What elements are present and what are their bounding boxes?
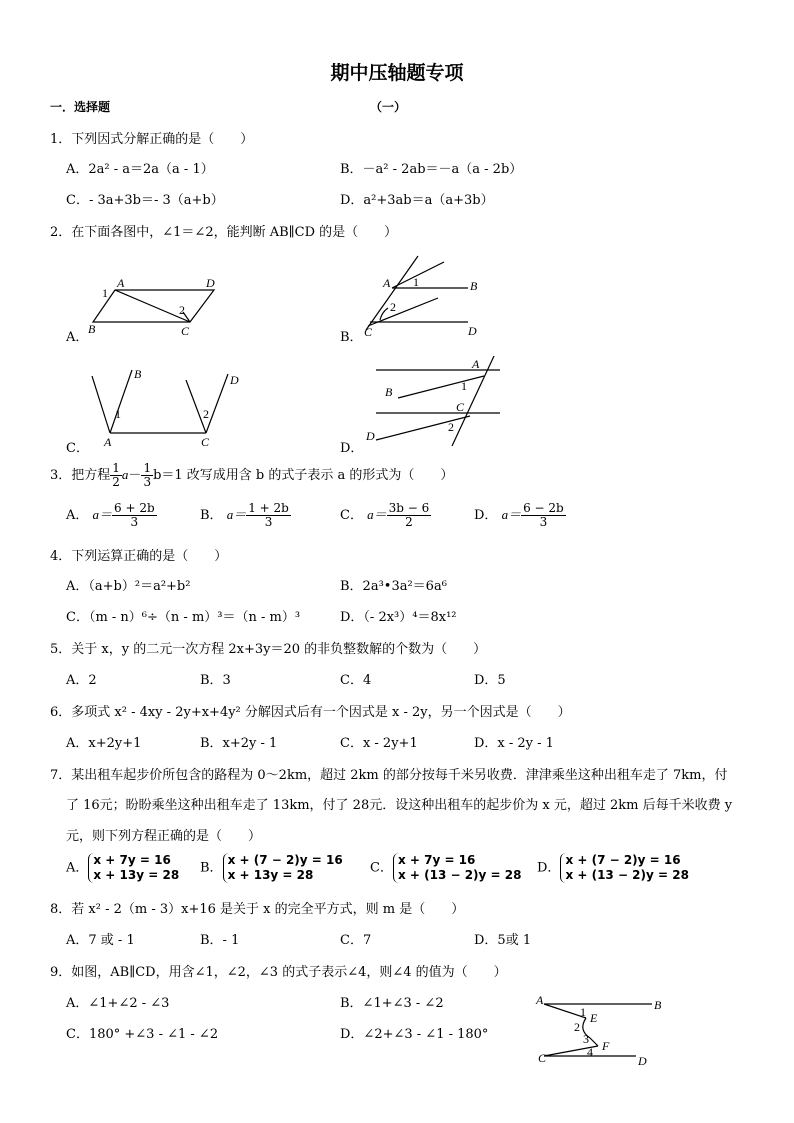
q2-figure-a xyxy=(93,290,214,322)
q2-stem: 2．在下面各图中，∠1＝∠2，能判断 AB∥CD 的是（ ） xyxy=(50,225,398,240)
q2-label-d[interactable]: D． xyxy=(340,441,364,456)
q4-option-b[interactable]: B．2a³•3a²＝6a⁶ xyxy=(340,579,447,594)
q1-option-a[interactable]: A．2a² - a＝2a（a - 1） xyxy=(66,162,214,177)
q2-label-b[interactable]: B． xyxy=(340,330,363,345)
q6-option-d[interactable]: D．x - 2y - 1 xyxy=(474,736,554,751)
q8-option-d[interactable]: D．5或 1 xyxy=(474,933,532,948)
q8-option-c[interactable]: C．7 xyxy=(340,933,372,948)
q9-A: A xyxy=(536,993,544,1007)
q8-option-b[interactable]: B．- 1 xyxy=(200,933,240,948)
q6-stem: 6．多项式 x² - 4xy - 2y+x+4y² 分解因式后有一个因式是 x - 2y，另一个因式是（ ） xyxy=(50,705,571,720)
q1-option-d[interactable]: D．a²+3ab＝a（a+3b） xyxy=(340,193,494,208)
q5-option-c[interactable]: C．4 xyxy=(340,673,372,688)
q2b-D: D xyxy=(468,324,477,338)
q9-3: 3 xyxy=(583,1032,589,1046)
q2-figures xyxy=(0,0,794,470)
q9-D: D xyxy=(638,1054,647,1068)
q5-option-d[interactable]: D．5 xyxy=(474,673,506,688)
q2a-C: C xyxy=(181,324,190,338)
q2d-D: D xyxy=(366,429,375,443)
q2a-D: D xyxy=(206,276,215,290)
q7-option-b[interactable]: B． x + (7 − 2)y = 16 x + 13y = 28 xyxy=(200,853,343,882)
q4-stem: 4．下列运算正确的是（ ） xyxy=(50,549,228,564)
q2c-B: B xyxy=(134,367,142,381)
q3-option-d[interactable]: D． a＝ $\frac{6 - 2b}{3}$ xyxy=(474,501,564,529)
q2d-C: C xyxy=(456,400,465,414)
q9-1: 1 xyxy=(580,1005,586,1019)
q6-option-c[interactable]: C．x - 2y+1 xyxy=(340,736,418,751)
q8-option-a[interactable]: A．7 或 - 1 xyxy=(66,933,135,948)
section-heading: 一．选择题 xyxy=(50,100,111,114)
q2-figure-d xyxy=(376,356,500,446)
q2b-2: 2 xyxy=(390,300,396,314)
q5-option-a[interactable]: A．2 xyxy=(66,673,97,688)
q9-option-b[interactable]: B．∠1+∠3 - ∠2 xyxy=(340,996,444,1011)
q2c-C: C xyxy=(201,435,210,449)
q2a-B: B xyxy=(88,322,96,336)
q9-stem: 9．如图，AB∥CD，用含∠1，∠2，∠3 的式子表示∠4，则∠4 的值为（ ） xyxy=(50,965,507,980)
q1-option-c[interactable]: C．- 3a+3b＝- 3（a+b） xyxy=(66,193,224,208)
q6-option-b[interactable]: B．x+2y - 1 xyxy=(200,736,278,751)
q2b-B: B xyxy=(470,279,478,293)
q9-option-d[interactable]: D．∠2+∠3 - ∠1 - 180° xyxy=(340,1027,489,1042)
q2c-D: D xyxy=(230,373,239,387)
q2a-2: 2 xyxy=(179,303,185,317)
q9-E: E xyxy=(590,1011,598,1025)
q2-figure-c xyxy=(92,370,228,433)
q4-option-a[interactable]: A．（a+b）²＝a²+b² xyxy=(66,579,191,594)
q5-option-b[interactable]: B．3 xyxy=(200,673,231,688)
q9-option-a[interactable]: A．∠1+∠2 - ∠3 xyxy=(66,996,170,1011)
q2b-1: 1 xyxy=(413,275,419,289)
q2a-1: 1 xyxy=(102,286,108,300)
q2-label-c[interactable]: C． xyxy=(66,441,89,456)
q3-option-a[interactable]: A． a＝ $\frac{6 + 2b}{3}$ xyxy=(66,501,155,529)
q4-option-c[interactable]: C．（m - n）⁶÷（n - m）³＝（n - m）³ xyxy=(66,610,301,625)
q9-2: 2 xyxy=(574,1020,580,1034)
q2c-2: 2 xyxy=(203,407,209,421)
q2d-1: 1 xyxy=(461,379,467,393)
q1-option-b[interactable]: B．－a² - 2ab＝－a（a - 2b） xyxy=(340,162,523,177)
q2d-B: B xyxy=(385,385,393,399)
q7-option-d[interactable]: D． x + (7 − 2)y = 16 x + (13 − 2)y = 28 xyxy=(537,853,689,882)
q1-stem: 1．下列因式分解正确的是（ ） xyxy=(50,132,254,147)
q5-stem: 5．关于 x，y 的二元一次方程 2x+3y＝20 的非负整数解的个数为（ ） xyxy=(50,642,487,657)
q7-option-c[interactable]: C． x + 7y = 16 x + (13 − 2)y = 28 xyxy=(370,853,522,882)
q2-figure-b xyxy=(366,256,468,330)
q7-line-2: 了 16元；盼盼乘坐这种出租车走了 13km，付了 28元．设这种出租车的起步价为 x 元，超过 2km 后每千米收费 y xyxy=(66,798,733,813)
page-title: 期中压轴题专项 xyxy=(330,62,464,84)
q2c-1: 1 xyxy=(115,407,121,421)
q3-option-c[interactable]: C． a＝ $\frac{3b - 6}{2}$ xyxy=(340,501,430,529)
q9-B: B xyxy=(654,998,662,1012)
q9-4: 4 xyxy=(587,1045,593,1059)
q2c-A: A xyxy=(104,435,112,449)
q2-label-a[interactable]: A． xyxy=(66,330,89,345)
q7-line-3: 元，则下列方程正确的是（ ） xyxy=(66,829,262,844)
q3-option-b[interactable]: B． a＝ $\frac{1 + 2b}{3}$ xyxy=(200,501,289,529)
q2b-A: A xyxy=(383,276,391,290)
q2d-2: 2 xyxy=(448,420,454,434)
q3-stem: 3．把方程 $\frac{1}{2}$ a－ $\frac{1}{3}$ b＝1 改写成用含 b 的式子表示 a 的形式为（ ） xyxy=(50,461,454,489)
q2b-C: C xyxy=(364,325,373,339)
q7-option-a[interactable]: A． x + 7y = 16 x + 13y = 28 xyxy=(66,853,180,882)
q9-F: F xyxy=(602,1039,610,1053)
q2d-A: A xyxy=(472,357,480,371)
q9-figure xyxy=(530,990,690,1075)
section-sub: （一） xyxy=(370,100,407,114)
q2a-A: A xyxy=(117,276,125,290)
q9-option-c[interactable]: C．180° +∠3 - ∠1 - ∠2 xyxy=(66,1027,219,1042)
q8-stem: 8．若 x² - 2（m - 3）x+16 是关于 x 的完全平方式，则 m 是（ ） xyxy=(50,902,465,917)
q9-C: C xyxy=(538,1051,547,1065)
q6-option-a[interactable]: A．x+2y+1 xyxy=(66,736,142,751)
q4-option-d[interactable]: D．（- 2x³）⁴＝8x¹² xyxy=(340,610,457,625)
q7-line-1: 7．某出租车起步价所包含的路程为 0～2km，超过 2km 的部分按每千米另收费．津津乘坐这种出租车走了 7km，付 xyxy=(50,768,728,783)
